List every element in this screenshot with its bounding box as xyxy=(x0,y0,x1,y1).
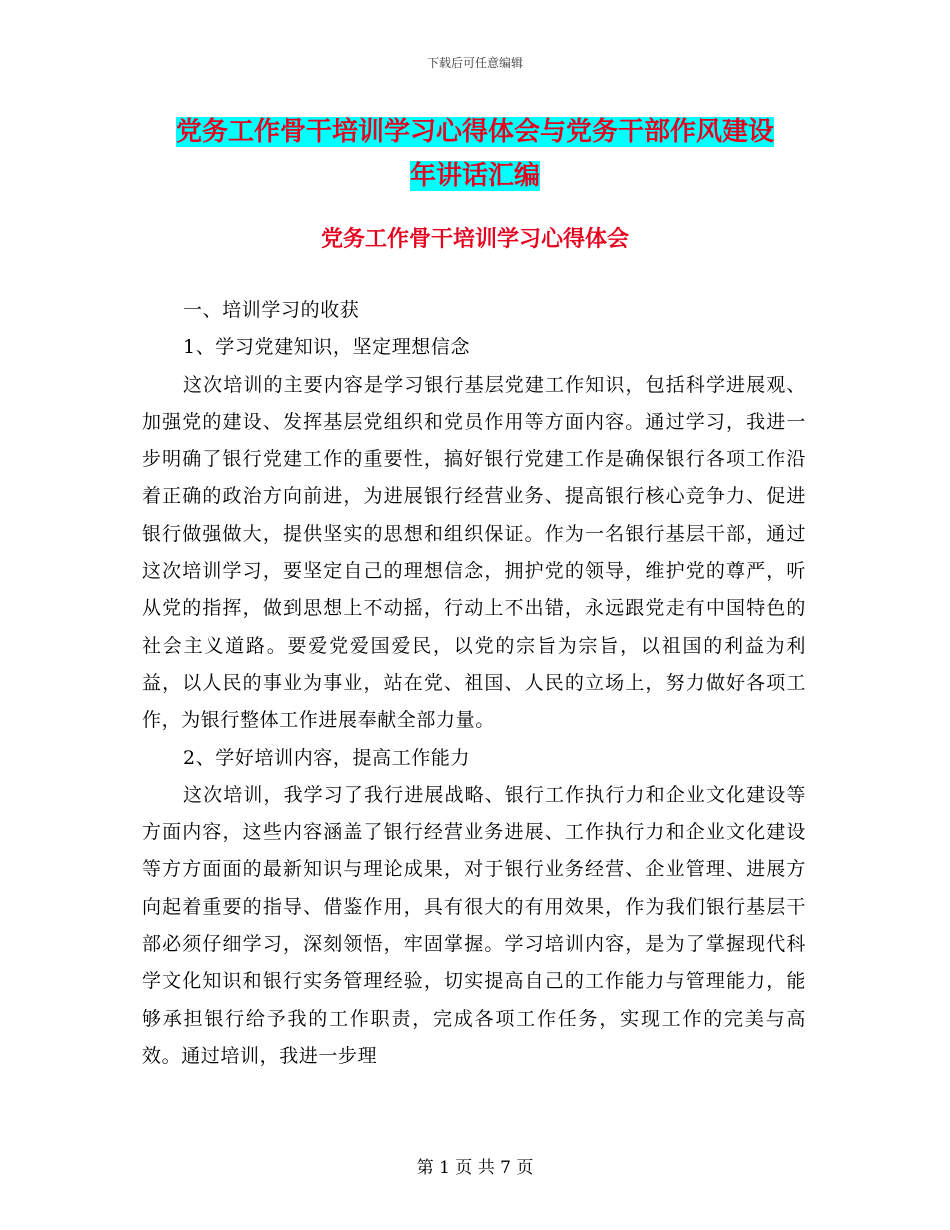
header-note: 下载后可任意编辑 xyxy=(426,56,523,70)
document-title xyxy=(150,110,800,198)
heading-level2-first: 1、学习党建知识，坚定理想信念 xyxy=(183,336,471,359)
body-text xyxy=(142,292,806,1075)
paragraph-second: 这次培训，我学习了我行进展战略、银行工作执行力和企业文化建设等方面内容，这些内容涵盖了银行经营业务进展、工作执行力和企业文化建设等方方面面的最新知识与理论成果，对于银行业务经营、企业管理、进展方向起着重要的指导、借鉴作用，具有很大的有用效果，作为我们银行基层干部必须仔细学习，深刻领悟，牢固掌握。学习培训内容，是为了掌握现代科学文化知识和银行实务管理经验，切实提高自己的工作能力与管理能力，能够承担银行给予我的工作职责，完成各项工作任务，实现工作的完美与高效。通过培训，我进一步理 xyxy=(142,783,806,1067)
document-title-line2: 年讲话汇编 xyxy=(409,161,540,191)
paragraph-first: 这次培训的主要内容是学习银行基层党建工作知识，包括科学进展观、加强党的建设、发挥基层党组织和党员作用等方面内容。通过学习，我进一步明确了银行党建工作的重要性，搞好银行党建工作是确保银行各项工作沿着正确的政治方向前进，为进展银行经营业务、提高银行核心竞争力、促进银行做强做大，提供坚实的思想和组织保证。作为一名银行基层干部，通过这次培训学习，要坚定自己的理想信念，拥护党的领导，维护党的尊严，听从党的指挥，做到思想上不动摇，行动上不出错，永远跟党走有中国特色的社会主义道路。要爱党爱国爱民，以党的宗旨为宗旨，以祖国的利益为利益，以人民的事业为事业，站在党、祖国、人民的立场上，努力做好各项工作，为银行整体工作进展奉献全部力量。 xyxy=(142,373,806,732)
section-title: 党务工作骨干培训学习心得体会 xyxy=(320,227,629,252)
heading-level1: 一、培训学习的收获 xyxy=(183,299,360,321)
document-title-line1: 党务工作骨干培训学习心得体会与党务干部作风建设 xyxy=(175,117,774,147)
heading-level2-second: 2、学好培训内容，提高工作能力 xyxy=(183,746,471,769)
page-footer: 第 1 页 共 7 页 xyxy=(416,1158,534,1178)
